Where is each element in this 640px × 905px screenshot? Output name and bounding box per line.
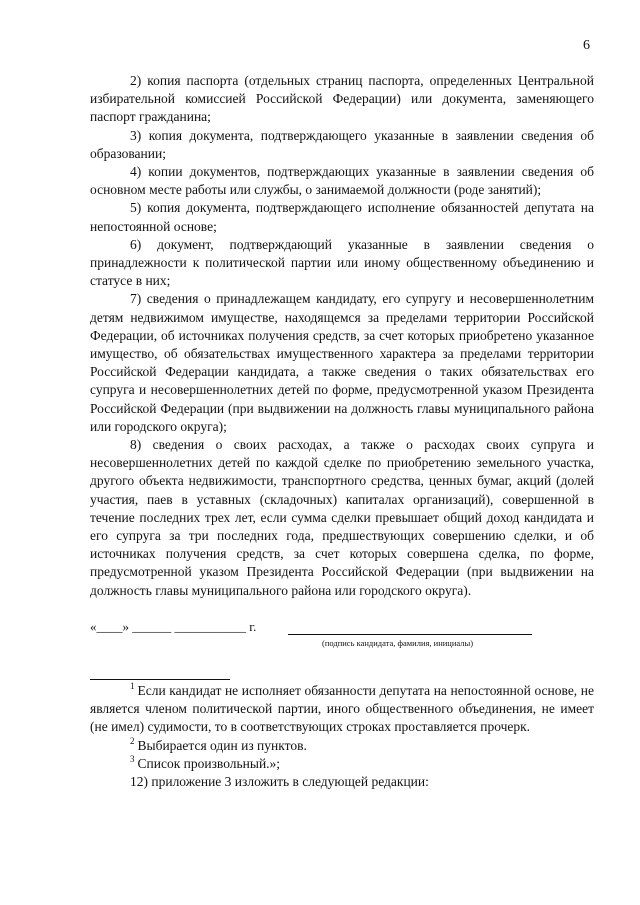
footnote-3 [90, 755, 594, 773]
footnote-2 [90, 737, 594, 755]
footnote-mark: 1 [130, 680, 135, 691]
footnote-text: Выбирается один из пунктов. [137, 737, 307, 753]
document-body [90, 72, 594, 791]
signature-caption: (подпись кандидата, фамилия, инициалы) [322, 637, 474, 648]
paragraph-item-3: 3) копия документа, подтверждающего указанные в заявлении сведения об образовании; [90, 127, 594, 161]
date-line: «____» ______ ___________ г. [90, 618, 257, 634]
footnote-text: Если кандидат не исполняет обязанности депутата на непостоянной основе, не является членом политической партии, иного общественного объединения, не имеет (не имел) судимости, то в соответствующих строках проставляется прочерк. [90, 682, 594, 735]
closing-paragraph: 12) приложение 3 изложить в следующей редакции: [130, 773, 429, 789]
footnote-text: Список произвольный.»; [137, 755, 281, 771]
footnote-1 [90, 682, 594, 737]
footnote-mark: 3 [130, 753, 135, 764]
signature-line [288, 634, 532, 635]
paragraph-item-7: 7) сведения о принадлежащем кандидату, его супругу и несовершеннолетним детям недвижимом имуществе, находящемся за пределами территории Российской Федерации, об источниках получения средств, за счет которых приобретено указанное имущество, об обязательствах имущественного характера за пределами территории Российской Федерации кандидата, а также сведения о таких обязательствах его супруга и несовершеннолетних детей по форме, предусмотренной указом Президента Российской Федерации (при выдвижении на должность главы муниципального района или городского округа); [90, 291, 594, 434]
signature-row [90, 619, 594, 663]
paragraph-item-4: 4) копии документов, подтверждающих указанные в заявлении сведения об основном месте работы или службы, о занимаемой должности (роде занятий); [90, 164, 594, 198]
paragraph-item-6: 6) документ, подтверждающий указанные в заявлении сведения о принадлежности к политической партии или иному общественному объединению и статусе в них; [90, 236, 594, 289]
paragraph-item-5: 5) копия документа, подтверждающего исполнение обязанностей депутата на непостоянной основе; [90, 200, 594, 234]
paragraph-item-8: 8) сведения о своих расходах, а также о расходах своих супруга и несовершеннолетних детей по каждой сделке по приобретению земельного участка, другого объекта недвижимости, транспортного средства, ценных бумаг, акций (долей участия, паев в уставных (складочных) капиталах организаций), совершенной в течение последних трех лет, если сумма сделки превышает общий доход кандидата и его супруга за три последних года, предшествующих совершению сделки, и об источниках получения средств, за счет которых совершена сделка, по форме, предусмотренной указом Президента Российской Федерации (при выдвижении на должность главы муниципального района или городского округа). [90, 437, 594, 598]
footnote-separator [90, 679, 230, 680]
page-number: 6 [583, 38, 590, 53]
footnote-mark: 2 [130, 735, 135, 746]
paragraph-item-2: 2) копия паспорта (отдельных страниц паспорта, определенных Центральной избирательной комиссией Российской Федерации) или документа, заменяющего паспорт гражданина; [90, 73, 594, 125]
